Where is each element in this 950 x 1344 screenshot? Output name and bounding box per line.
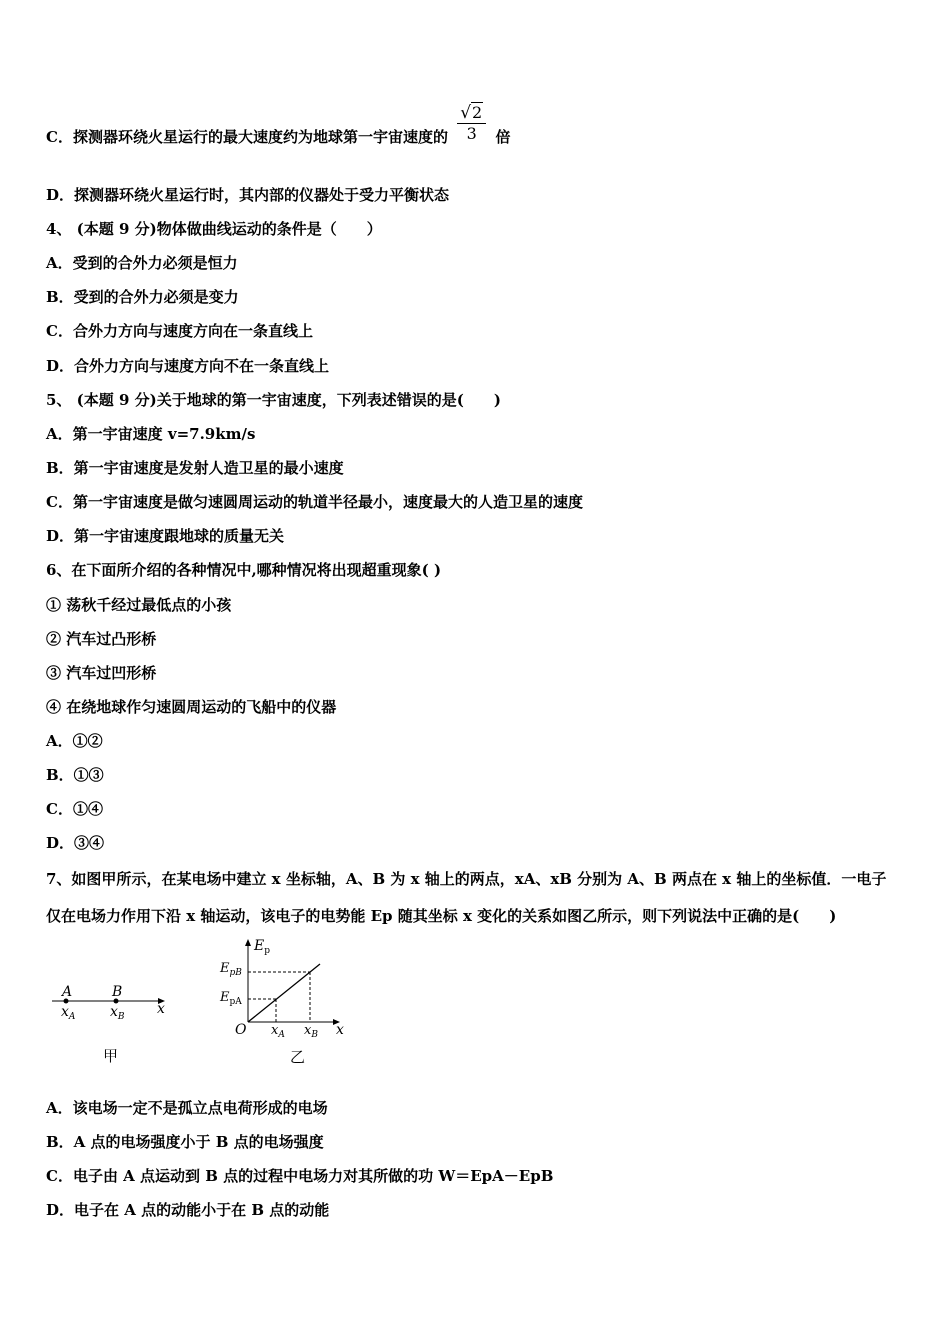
q7-stem-line1: 7、如图甲所示，在某电场中建立 x 坐标轴，A、B 为 x 轴上的两点，xA、xB 分别为 A、B 两点在 x 轴上的坐标值．一电子 — [46, 870, 887, 888]
q7-option: C．电子由 A 点运动到 B 点的过程中电场力对其所做的功 W＝EpA－EpB — [46, 1167, 554, 1185]
fig2-label-epa: $E_{pA}$ — [220, 990, 242, 1007]
q6-option: B．①③ — [46, 766, 104, 784]
fig2-label-xb: $x_B$ — [304, 1023, 318, 1040]
q6-stem: 6、在下面所介绍的各种情况中,哪种情况将出现超重现象( ) — [46, 561, 442, 579]
q5-option: A．第一宇宙速度 v=7.9km/s — [46, 425, 256, 443]
fraction — [457, 103, 486, 144]
fig1-label-b: B — [112, 984, 123, 1000]
q4-stem: 4、 (本题 9 分)物体做曲线运动的条件是（ ） — [46, 220, 382, 238]
q5-option: D．第一宇宙速度跟地球的质量无关 — [46, 527, 285, 545]
fig2-y-axis-arrow — [245, 939, 251, 946]
q6-option: A．①② — [46, 732, 103, 750]
q7-option: A．该电场一定不是孤立点电荷形成的电场 — [46, 1099, 328, 1117]
q7-option: B．A 点的电场强度小于 B 点的电场强度 — [46, 1133, 324, 1151]
q6-item: ② 汽车过凸形桥 — [46, 630, 157, 648]
q7-option: D．电子在 A 点的动能小于在 B 点的动能 — [46, 1201, 330, 1219]
q5-option: B．第一宇宙速度是发射人造卫星的最小速度 — [46, 459, 344, 477]
fig1-caption: 甲 — [103, 1047, 119, 1065]
fig2-origin-label: O — [235, 1022, 247, 1038]
figure-jia — [46, 975, 186, 1070]
fig2-caption: 乙 — [290, 1048, 306, 1066]
q4-option: A．受到的合外力必须是恒力 — [46, 254, 238, 272]
q6-item: ① 荡秋千经过最低点的小孩 — [46, 596, 232, 614]
fig2-label-xa: $x_A$ — [271, 1023, 285, 1040]
q6-option: C．①④ — [46, 800, 103, 818]
q6-item: ④ 在绕地球作匀速圆周运动的飞船中的仪器 — [46, 698, 337, 716]
q5-option: C．第一宇宙速度是做匀速圆周运动的轨道半径最小，速度最大的人造卫星的速度 — [46, 493, 583, 511]
q5-stem: 5、 (本题 9 分)关于地球的第一宇宙速度，下列表述错误的是( ) — [46, 391, 501, 409]
fig2-label-epb: $E_{pB}$ — [220, 961, 242, 978]
q3-option-c — [46, 102, 511, 147]
q4-option: C．合外力方向与速度方向在一条直线上 — [46, 322, 313, 340]
q6-option: D．③④ — [46, 834, 105, 852]
fig1-axis-label: x — [157, 1001, 165, 1017]
q7-stem-line2: 仅在电场力作用下沿 x 轴运动，该电子的电势能 Ep 随其坐标 x 变化的关系如图乙所示，则下列说法中正确的是( ) — [46, 907, 837, 925]
fig1-label-xb: $x_B$ — [110, 1004, 125, 1022]
q3-option-c-text: C．探测器环绕火星运行的最大速度约为地球第一宇宙速度的 — [46, 128, 448, 146]
q4-option: D．合外力方向与速度方向不在一条直线上 — [46, 357, 330, 375]
fig2-ep-line — [248, 964, 320, 1022]
fig1-label-xa: $x_A$ — [61, 1004, 76, 1022]
q6-item: ③ 汽车过凹形桥 — [46, 664, 157, 682]
fraction-denominator: 3 — [457, 123, 486, 144]
q3-option-c-suffix: 倍 — [495, 128, 511, 146]
fig2-x-axis-label: x — [336, 1022, 344, 1038]
fraction-numerator: √2 — [460, 102, 483, 123]
q3-option-d: D．探测器环绕火星运行时，其内部的仪器处于受力平衡状态 — [46, 186, 450, 204]
q4-option: B．受到的合外力必须是变力 — [46, 288, 239, 306]
fig2-y-axis-label: $E_p$ — [254, 938, 270, 956]
fig1-label-a: A — [62, 984, 73, 1000]
figure-yi — [216, 935, 356, 1070]
